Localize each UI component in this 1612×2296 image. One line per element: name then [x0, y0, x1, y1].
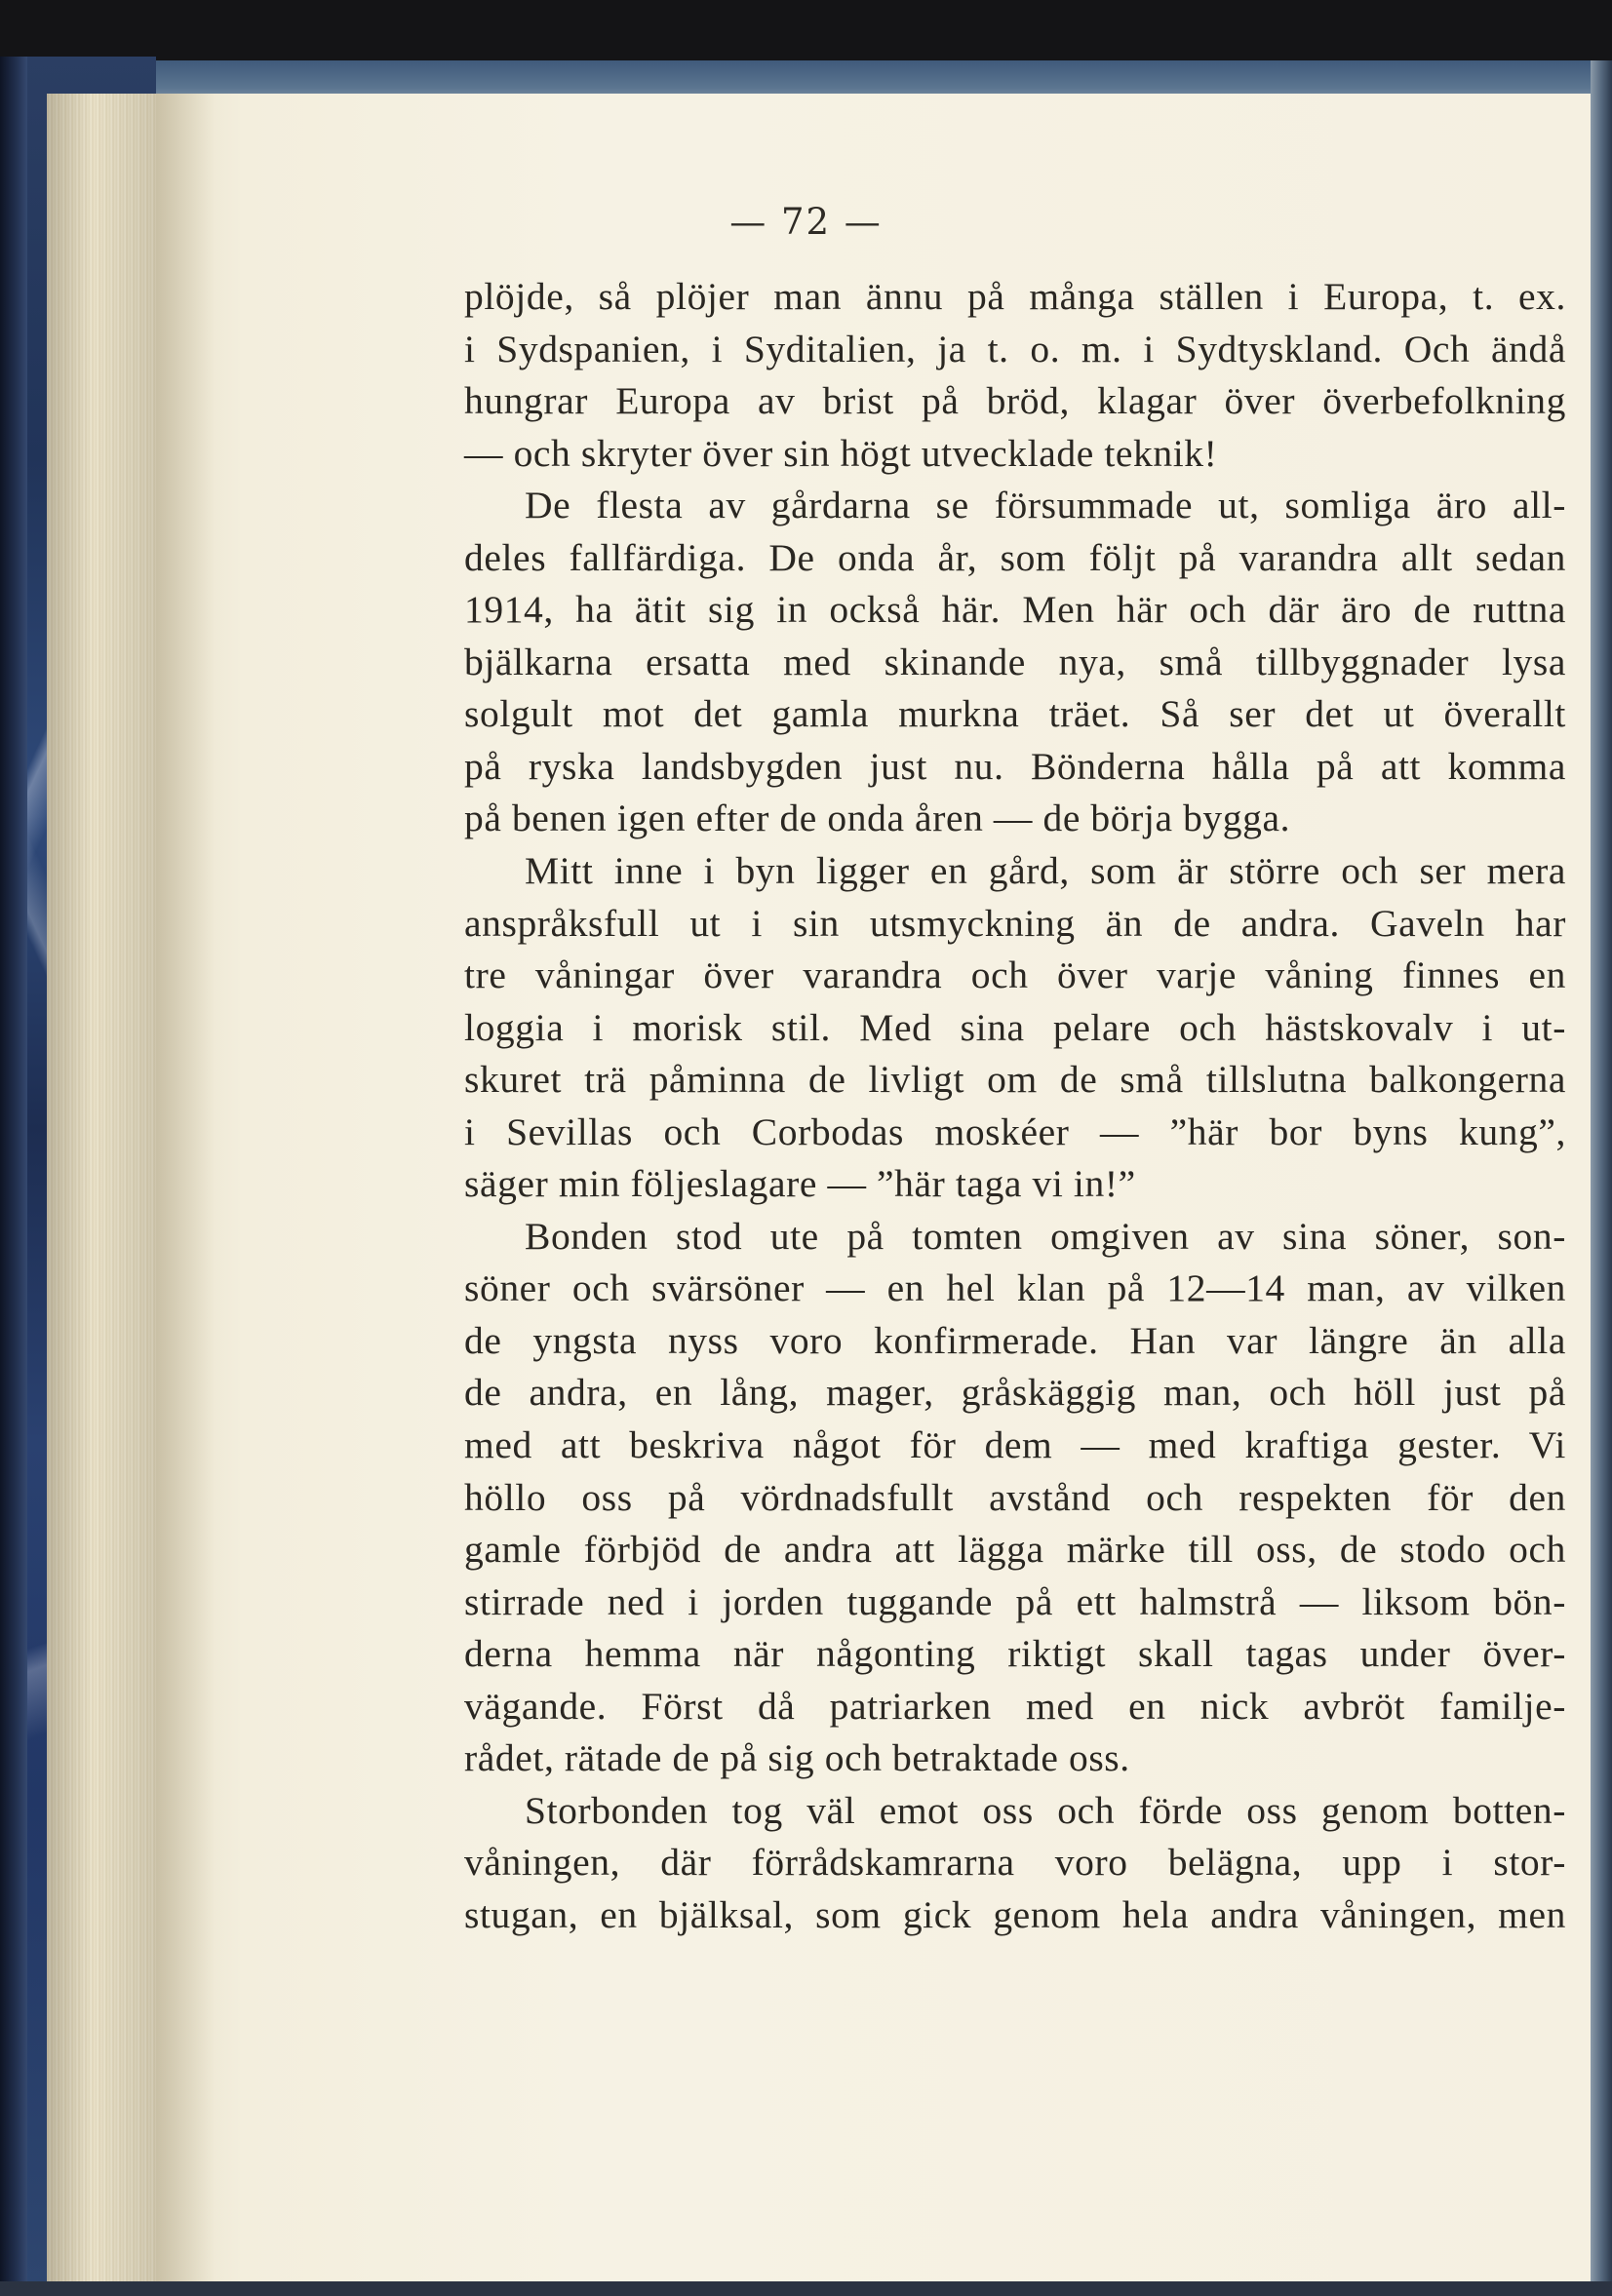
page-body-text [464, 271, 1566, 1942]
text-line: våningen, där förrådskamrarna voro belägna, upp i stor- [464, 1841, 1566, 1885]
text-line: De flesta av gårdarna se försummade ut, somliga äro all- [525, 484, 1566, 527]
text-line: stirrade ned i jorden tuggande på ett halmstrå — liksom bön- [464, 1579, 1566, 1623]
background-top [0, 0, 1612, 60]
text-line: på ryska landsbygden just nu. Bönderna hålla på att komma [464, 744, 1566, 788]
text-line: hungrar Europa av brist på bröd, klagar över överbefolkning [464, 379, 1566, 423]
page-gutter-shadow [156, 94, 215, 2289]
text-line: gamle förbjöd de andra att lägga märke till oss, de stodo och [464, 1528, 1566, 1572]
text-line: bjälkarna ersatta med skinande nya, små tillbyggnader lysa [464, 640, 1566, 683]
text-line: rådet, rätade de på sig och betraktade oss. [464, 1736, 1130, 1780]
text-line: skuret trä påminna de livligt om de små tillslutna balkongerna [464, 1058, 1566, 1102]
text-line: höllo oss på vördnadsfullt avstånd och respekten för den [464, 1475, 1566, 1519]
book-cover-right-edge [1591, 60, 1612, 2293]
page-stack-shadow [47, 94, 162, 2289]
text-line: deles fallfärdiga. De onda år, som följt på varandra allt sedan [464, 535, 1566, 579]
book-cover-spine-edge [0, 57, 27, 2289]
text-line: — och skryter över sin högt utvecklade teknik! [464, 431, 1218, 475]
text-line: Bonden stod ute på tomten omgiven av sina söner, son- [525, 1214, 1566, 1258]
text-line: de andra, en lång, mager, gråskäggig man, och höll just på [464, 1371, 1566, 1415]
text-line: derna hemma när någonting riktigt skall tagas under över- [464, 1632, 1566, 1676]
text-line: 1914, ha ätit sig in också här. Men här och där äro de ruttna [464, 588, 1566, 632]
text-line: säger min följeslagare — ”här taga vi in!” [464, 1162, 1136, 1206]
text-line: tre våningar över varandra och över varje våning finnes en [464, 953, 1566, 997]
page-number: — 72 — [729, 201, 883, 243]
text-line: i Sydspanien, i Syditalien, ja t. o. m. i Sydtyskland. Och ändå [464, 327, 1566, 370]
text-line: plöjde, så plöjer man ännu på många ställen i Europa, t. ex. [464, 275, 1566, 318]
text-line: de yngsta nyss voro konfirmerade. Han var längre än alla [464, 1318, 1566, 1362]
background-bottom [0, 2281, 1612, 2296]
text-line: söner och svärsöner — en hel klan på 12—14 man, av vilken [464, 1266, 1566, 1310]
text-line: stugan, en bjälksal, som gick genom hela andra våningen, men [464, 1892, 1566, 1936]
text-line: på benen igen efter de onda åren — de börja bygga. [464, 797, 1291, 840]
text-line: med att beskriva något för dem — med kraftiga gester. Vi [464, 1423, 1566, 1467]
text-line: anspråksfull ut i sin utsmyckning än de andra. Gaveln har [464, 901, 1566, 945]
text-line: Mitt inne i byn ligger en gård, som är större och ser mera [525, 849, 1566, 893]
text-line: i Sevillas och Corbodas moskéer — ”här bor byns kung”, [464, 1109, 1566, 1153]
text-line: loggia i morisk stil. Med sina pelare och hästskovalv i ut- [464, 1005, 1566, 1049]
text-line: vägande. Först då patriarken med en nick avbröt familje- [464, 1684, 1566, 1728]
text-line: solgult mot det gamla murkna träet. Så ser det ut överallt [464, 692, 1566, 736]
text-line: Storbonden tog väl emot oss och förde oss genom botten- [525, 1788, 1566, 1832]
